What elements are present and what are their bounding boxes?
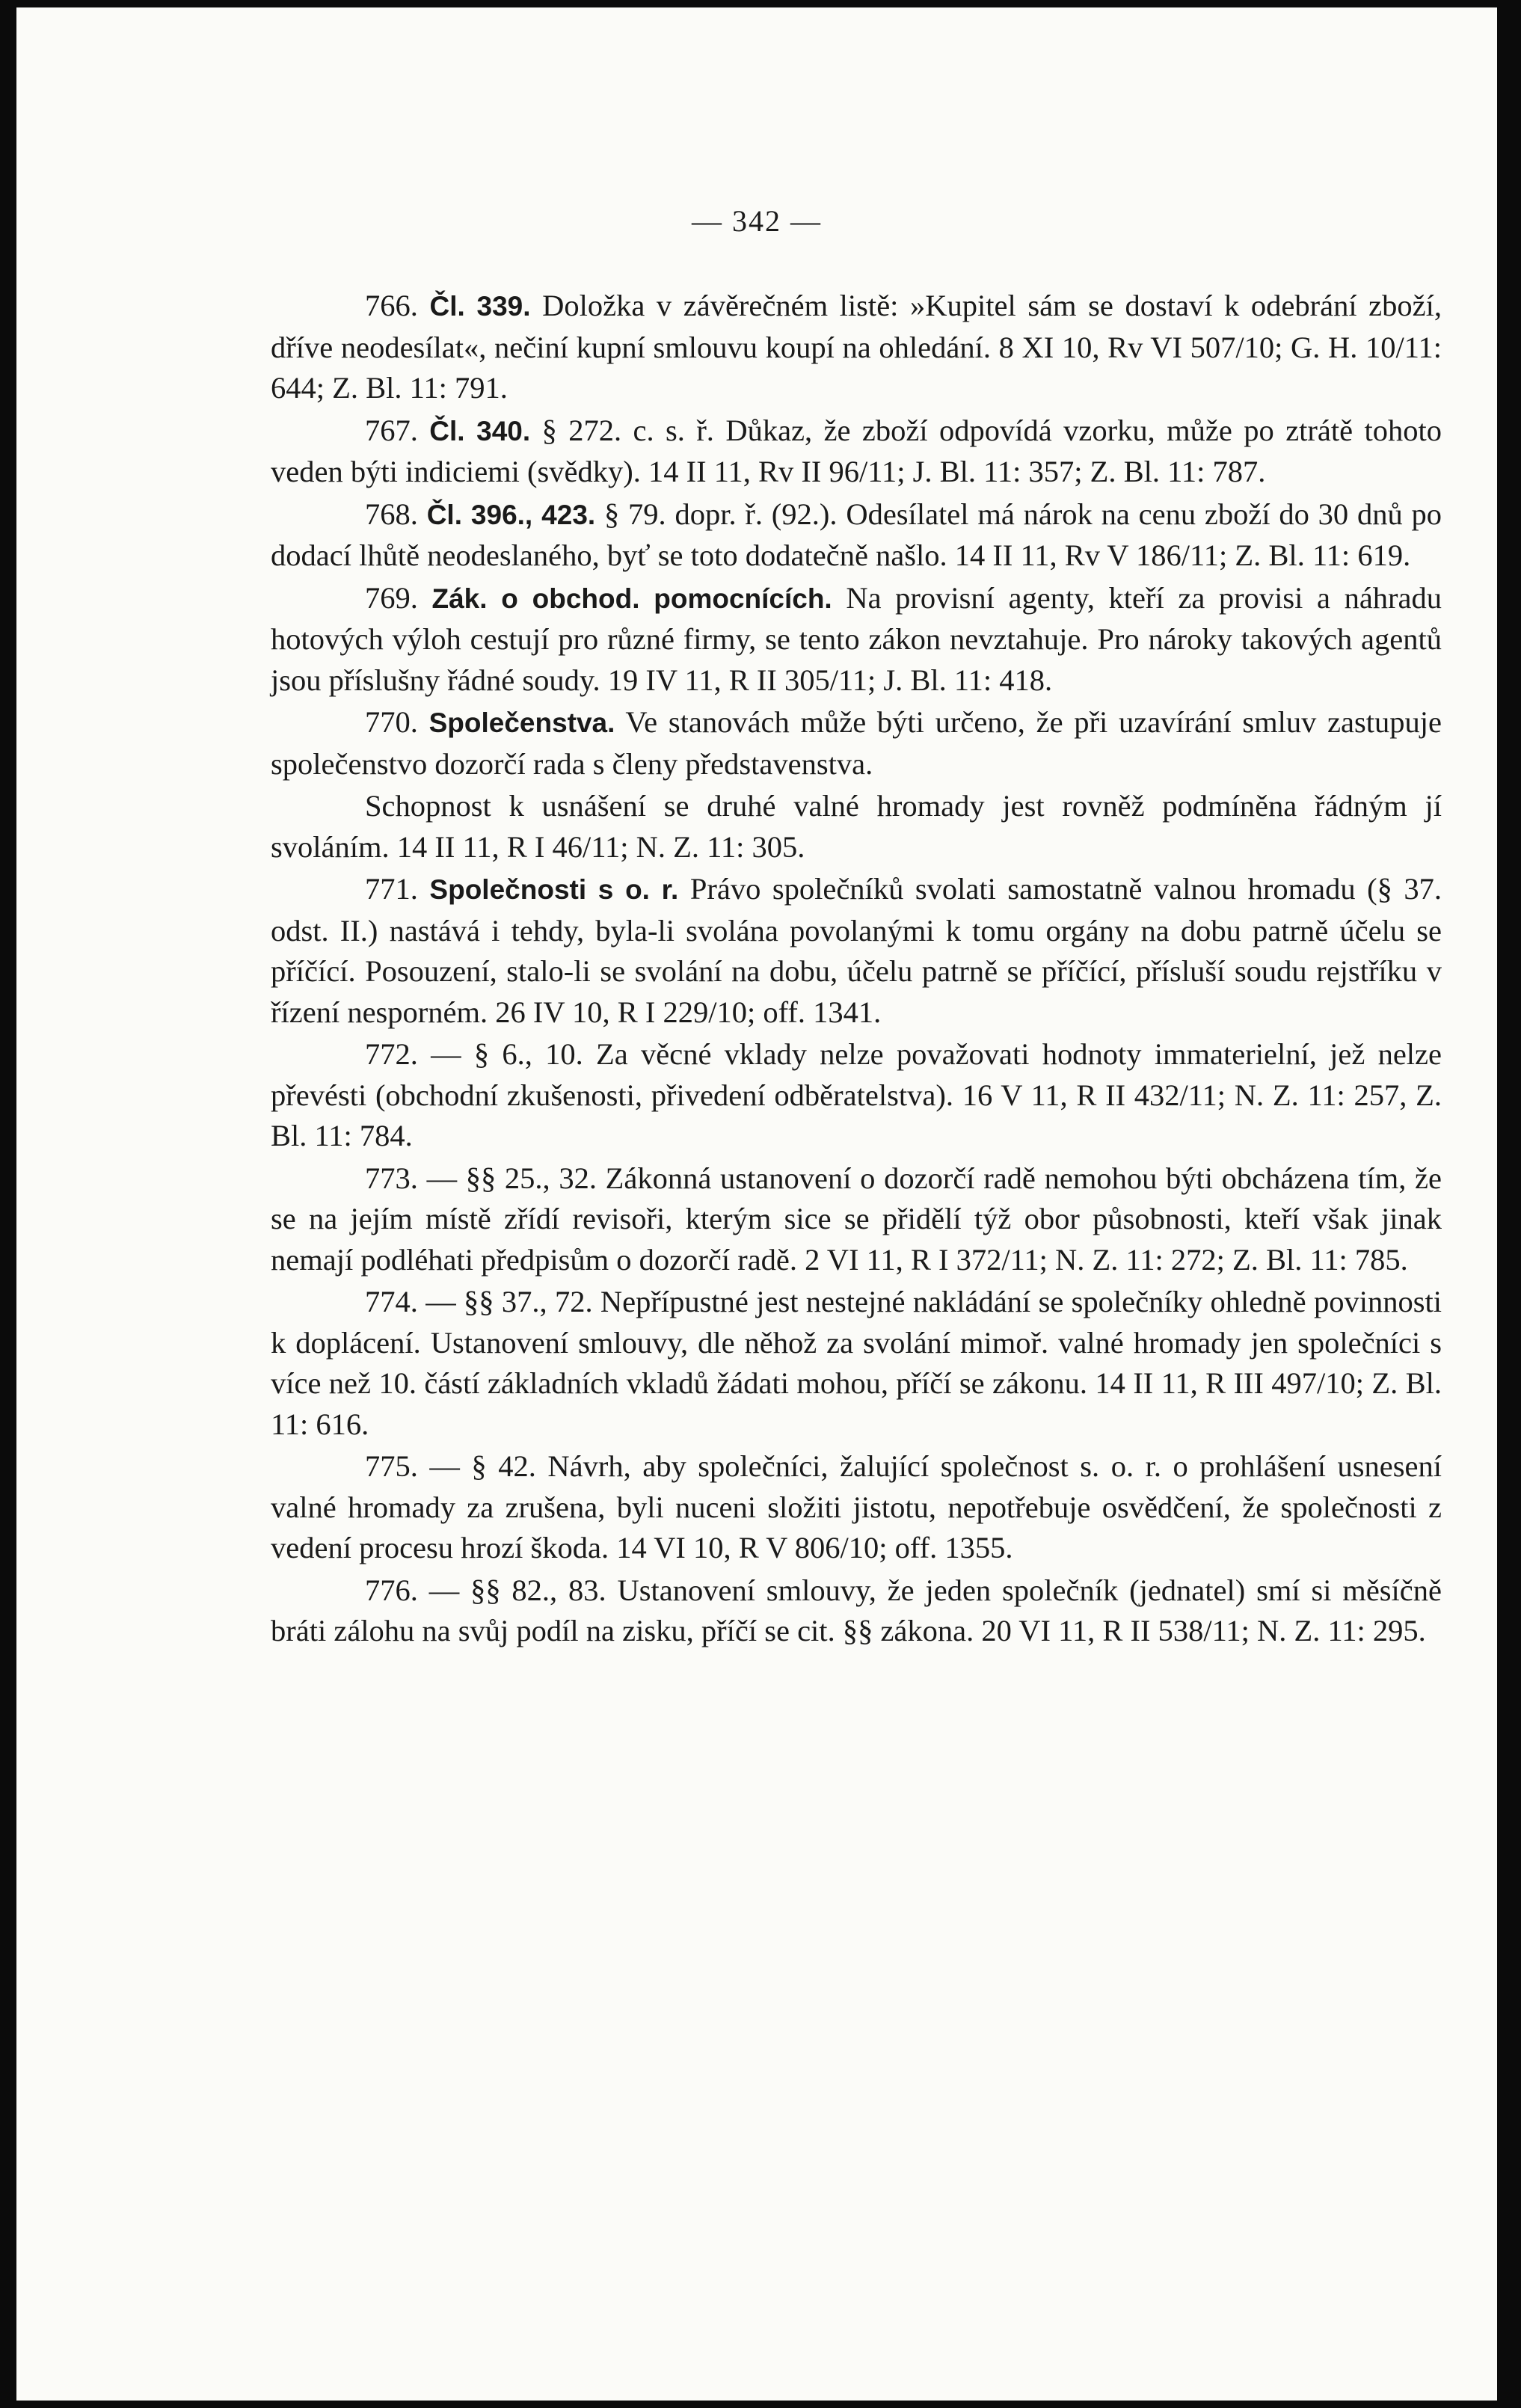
entry-number: 775. [365,1449,418,1483]
entry-number: 771. [365,872,418,906]
entry-number: 770. [365,705,418,739]
entry-767 [271,411,1442,493]
entry-text: Doložka v závěrečném listě: »Kupitel sám se dostaví k odebrání zboží, dříve neodesílat«, nečiní kupní smlouvu koupí na ohledání. 8 XI 10, Rv VI 507/10; G. H. 10/11: 644; Z. Bl. 11: 791. [271,289,1442,405]
entry-number: 772. [365,1037,418,1071]
entry-771 [271,869,1442,1033]
entry-number: 774. [365,1285,418,1318]
entry-766 [271,286,1442,409]
entry-text: Právo společníků svolati samostatně valnou hromadu (§ 37. odst. II.) nastává i tehdy, byla-li svolána povolanými k tomu orgány na dobu patrně účelu se příčící. Posouzení, stalo-li se svolání na dobu, účelu patrně se příčící, přísluší soudu rejstříku v řízení nesporném. 26 IV 10, R I 229/10; off. 1341. [271,872,1442,1029]
entry-770-continued [271,786,1442,867]
entry-772 [271,1034,1442,1157]
entry-text: — §§ 82., 83. Ustanovení smlouvy, že jeden společník (jednatel) smí si měsíčně bráti zálohu na svůj podíl na zisku, příčí se cit. §§ zákona. 20 VI 11, R II 538/11; N. Z. 11: 295. [271,1573,1442,1647]
entry-text: Na provisní agenty, kteří za provisi a náhradu hotových výloh cestují pro různé firmy, se tento zákon nevztahuje. Pro nároky takových agentů jsou příslušny řádné soudy. 19 IV 11, R II 305/11; J. Bl. 11: 418. [271,580,1442,697]
entry-text: — §§ 25., 32. Zákonná ustanovení o dozorčí radě nemohou býti obcházena tím, že se na jejím místě zřídí revisoři, kterým sice se přidělí týž obor působnosti, kteří však jinak nemají podléhati předpisům o dozorčí radě. 2 VI 11, R I 372/11; N. Z. 11: 272; Z. Bl. 11: 785. [271,1161,1442,1277]
entry-774 [271,1282,1442,1445]
entry-text: Ve stanovách může býti určeno, že při uzavírání smluv zastupuje společenstvo dozorčí rada s členy představenstva. [271,705,1442,781]
entry-text: § 272. c. s. ř. Důkaz, že zboží odpovídá vzorku, může po ztrátě tohoto veden býti indiciemi (svědky). 14 II 11, Rv II 96/11; J. Bl. 11: 357; Z. Bl. 11: 787. [271,413,1442,488]
entry-heading: Čl. 340. [429,415,531,446]
entry-text: § 79. dopr. ř. (92.). Odesílatel má nárok na cenu zboží do 30 dnů po dodací lhůtě neodeslaného, byť se toto dodatečně našlo. 14 II 11, Rv V 186/11; Z. Bl. 11: 619. [271,497,1442,572]
entry-heading: Zák. o obchod. pomocnících. [431,583,832,614]
entry-776 [271,1570,1442,1652]
entry-770 [271,702,1442,784]
entry-heading: Čl. 396., 423. [426,499,596,530]
text-body [271,286,1442,1653]
entry-773 [271,1158,1442,1281]
entry-text: — § 42. Návrh, aby společníci, žalující společnost s. o. r. o prohlášení usnesení valné hromady za zrušena, byli nuceni složiti jistotu, nepotřebuje osvědčení, že společnosti z vedení procesu hrozí škoda. 14 VI 10, R V 806/10; off. 1355. [271,1449,1442,1564]
entry-775 [271,1446,1442,1569]
page-number: — 342 — [692,204,822,238]
entry-768 [271,494,1442,577]
entry-text: — § 6., 10. Za věcné vklady nelze považovati hodnoty immaterielní, jež nelze převésti (obchodní zkušenosti, přivedení odběratelstva). 16 V 11, R II 432/11; N. Z. 11: 257, Z. Bl. 11: 784. [271,1037,1442,1152]
page [16,7,1497,2401]
entry-number: 767. [365,413,418,447]
entry-number: 768. [365,497,418,531]
entry-heading: Společenstva. [428,707,615,738]
entry-text: — §§ 37., 72. Nepřípustné jest nestejné nakládání se společníky ohledně povinnosti k doplácení. Ustanovení smlouvy, dle něhož za svolání mimoř. valné hromady jen společníci s více než 10. částí základních vkladů žádati mohou, příčí se zákonu. 14 II 11, R III 497/10; Z. Bl. 11: 616. [271,1285,1442,1441]
entry-heading: Čl. 339. [429,291,531,322]
entry-number: 776. [365,1573,418,1607]
entry-number: 766. [365,289,418,322]
entry-769 [271,578,1442,701]
entry-number: 773. [365,1161,418,1195]
entry-number: 769. [365,580,418,615]
entry-text: Schopnost k usnášení se druhé valné hromady jest rovněž podmíněna řádným jí svoláním. 14 II 11, R I 46/11; N. Z. 11: 305. [271,789,1442,864]
entry-heading: Společnosti s o. r. [429,874,679,905]
